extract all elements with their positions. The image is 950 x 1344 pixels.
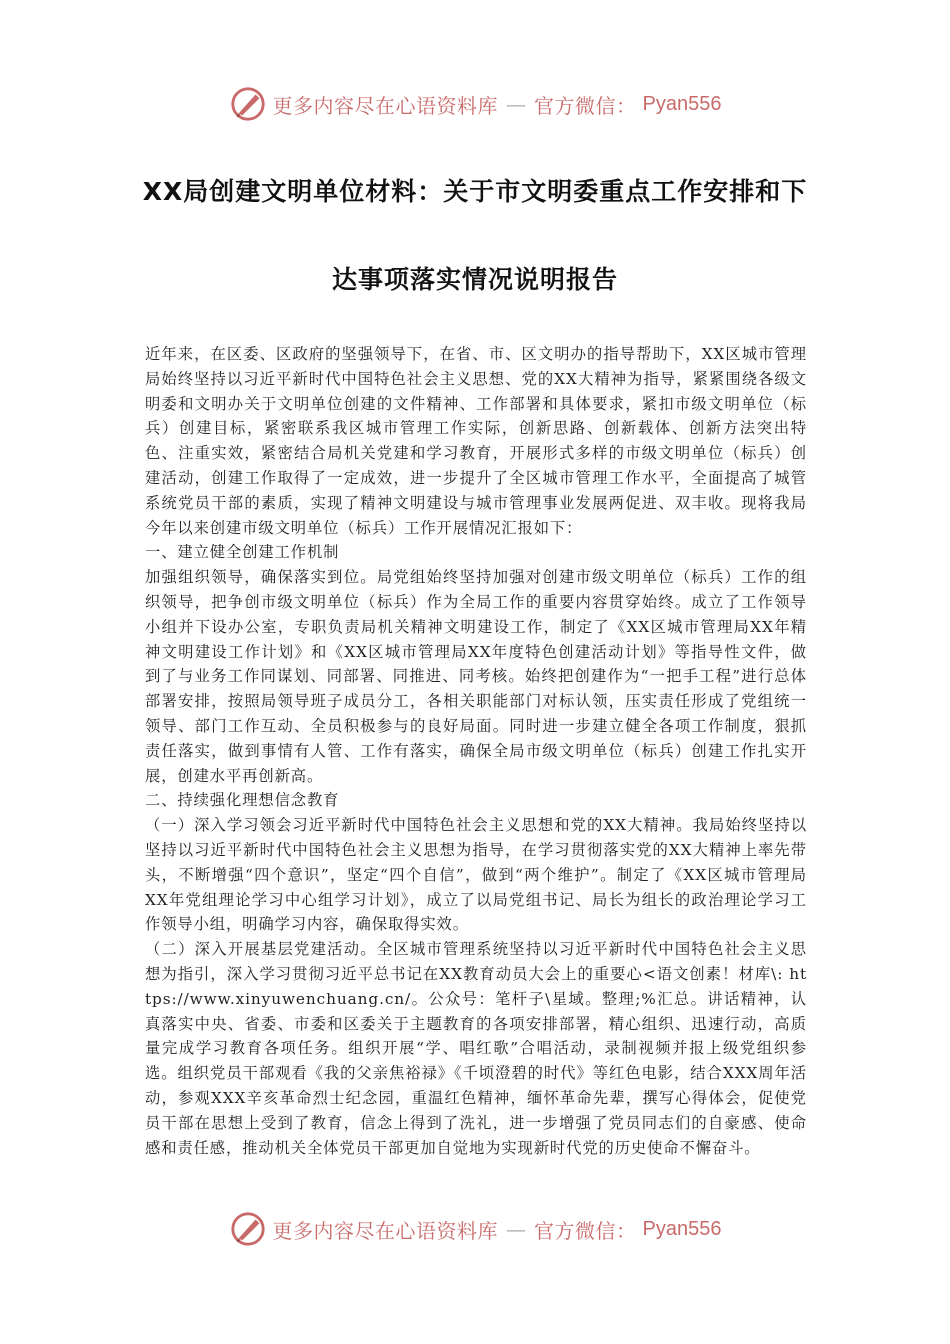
banner-dash: — — [506, 92, 527, 116]
paragraph-1: 加强组织领导，确保落实到位。局党组始终坚持加强对创建市级文明单位（标兵）工作的组织领导，把争创市级文明单位（标兵）作为全局工作的重要内容贯穿始终。成立了工作领导小组并下设办公室，专职负责局机关精神文明建设工作，制定了《XX区城市管理局XX年精神文明建设工作计划》和《XX区城市管理局XX年度特色创建活动计划》等指导性文件，做到了与业务工作同谋划、同部署、同推进、同考核。始终把创建作为“一把手工程”进行总体部署安排，按照局领导班子成员分工，各相关职能部门对标认领，压实责任形成了党组统一领导、部门工作互动、全员积极参与的良好局面。同时进一步建立健全各项工作制度，狠抓责任落实，做到事情有人管、工作有落实，确保全局市级文明单位（标兵）创建工作扎实开展，创建水平再创新高。 — [145, 568, 807, 785]
banner-handle: Pyan556 — [642, 92, 722, 115]
paragraph-2-1: （一）深入学习领会习近平新时代中国特色社会主义思想和党的XX大精神。我局始终坚持以坚持以习近平新时代中国特色社会主义思想为指导，在学习贯彻落实党的XX大精神上率先带头，不断增强“四个意识”，坚定“四个自信”，做到“两个维护”。制定了《XX区城市管理局XX年党组理论学习中心组学习计划》，成立了以局党组书记、局长为组长的政治理论学习工作领导小组，明确学习内容，确保取得实效。 — [145, 816, 807, 934]
banner-wechat-label: 官方微信： — [534, 1218, 637, 1243]
paragraph-2-2: （二）深入开展基层党建活动。全区城市管理系统坚持以习近平新时代中国特色社会主义思想为指引，深入学习贯彻习近平总书记在XX教育动员大会上的重要心<语文创素！材库\: https://www.xinyuwenchuang.cn/。公众号：笔杆子\星域。整理;%汇总。讲话精神，认真落实中央、省委、市委和区委关于主题教育的各项安排部署，精心组织、迅速行动，高质量完成学习教育各项任务。组织开展“学、唱红歌”合唱活动，录制视频并报上级党组织参选。组织党员干部观看《我的父亲焦裕禄》《千顷澄碧的时代》等红色电影，结合XXX周年活动，参观XXX辛亥革命烈士纪念园，重温红色精神，缅怀革命先辈，撰写心得体会，促使党员干部在思想上受到了教育，信念上得到了洗礼，进一步增强了党员同志们的自豪感、使命感和责任感，推动机关全体党员干部更加自觉地为实现新时代党的历史使命不懈奋斗。 — [145, 940, 807, 1157]
document-title-line-1: XX局创建文明单位材料：关于市文明委重点工作安排和下 — [142, 177, 808, 206]
banner-slogan: 更多内容尽在心语资料库 — [272, 93, 499, 118]
document-body — [145, 342, 807, 1160]
section-heading-2: 二、持续强化理想信念教育 — [145, 791, 340, 810]
section-heading-1: 一、建立健全创建工作机制 — [145, 543, 340, 562]
banner-dash: — — [506, 1217, 527, 1241]
footer-banner — [0, 1205, 950, 1253]
pen-logo-icon — [229, 1210, 267, 1248]
header-banner — [0, 80, 950, 128]
banner-slogan: 更多内容尽在心语资料库 — [272, 1218, 499, 1243]
banner-handle: Pyan556 — [642, 1217, 722, 1240]
document-title-line-2: 达事项落实情况说明报告 — [331, 265, 618, 294]
pen-logo-icon — [229, 85, 267, 123]
banner-wechat-label: 官方微信： — [534, 93, 637, 118]
paragraph-intro: 近年来，在区委、区政府的坚强领导下，在省、市、区文明办的指导帮助下，XX区城市管理局始终坚持以习近平新时代中国特色社会主义思想、党的XX大精神为指导，紧紧围绕各级文明委和文明办关于文明单位创建的文件精神、工作部署和具体要求，紧扣市级文明单位（标兵）创建目标，紧密联系我区城市管理工作实际，创新思路、创新载体、创新方法突出特色、注重实效，紧密结合局机关党建和学习教育，开展形式多样的市级文明单位（标兵）创建活动，创建工作取得了一定成效，进一步提升了全区城市管理工作水平，全面提高了城管系统党员干部的素质，实现了精神文明建设与城市管理事业发展两促进、双丰收。现将我局今年以来创建市级文明单位（标兵）工作开展情况汇报如下： — [145, 345, 807, 537]
